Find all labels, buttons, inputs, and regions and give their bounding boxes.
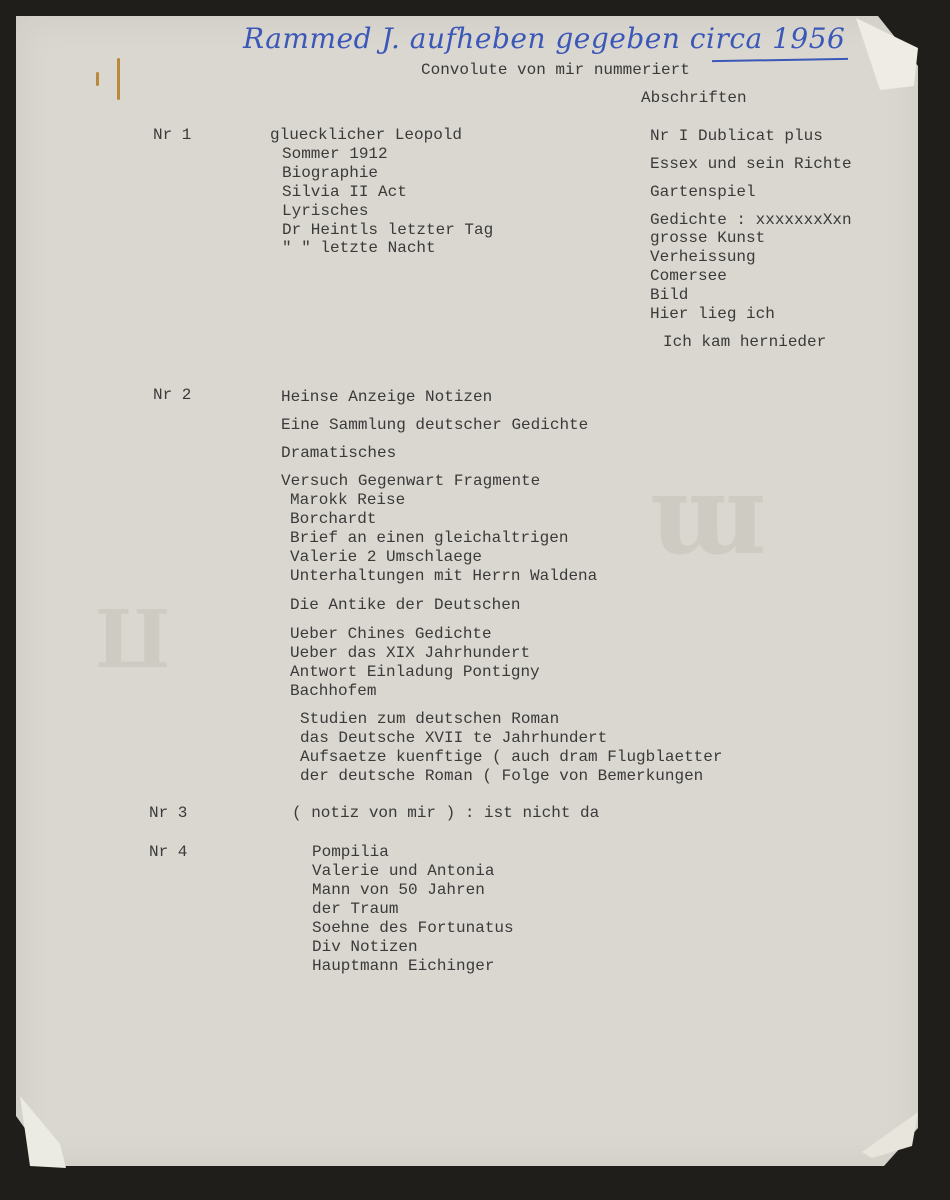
section-item: Soehne des Fortunatus: [312, 919, 514, 937]
show-through-mark: П: [95, 590, 171, 684]
section-item: Studien zum deutschen Roman: [300, 710, 560, 728]
section-label: Nr 3: [149, 804, 188, 822]
abschriften-line: grosse Kunst: [650, 229, 766, 247]
section-item: Ueber Chines Gedichte: [290, 625, 492, 643]
section-item: Valerie 2 Umschlaege: [290, 548, 483, 566]
section-item: Bachhofem: [290, 682, 377, 700]
section-item: Dramatisches: [281, 444, 397, 462]
section-label: Nr 4: [149, 843, 188, 861]
section-item: Marokk Reise: [290, 491, 406, 509]
section-item: Borchardt: [290, 510, 377, 528]
section-item: Sommer 1912: [282, 145, 388, 163]
section-item: Silvia II Act: [282, 183, 407, 201]
abschriften-line: Bild: [650, 286, 689, 304]
handwritten-note: Rammed J. aufheben gegeben circa 1956: [243, 22, 846, 55]
section-item: " " letzte Nacht: [282, 239, 436, 257]
abschriften-line: Ich kam hernieder: [663, 333, 827, 351]
section-item: Mann von 50 Jahren: [312, 881, 485, 899]
section-item: Pompilia: [312, 843, 389, 861]
punch-mark: [96, 72, 99, 86]
section-item: Brief an einen gleichaltrigen: [290, 529, 569, 547]
section-item: Antwort Einladung Pontigny: [290, 663, 540, 681]
abschriften-line: Comersee: [650, 267, 727, 285]
abschriften-line: Verheissung: [650, 248, 756, 266]
section-item: Die Antike der Deutschen: [290, 596, 521, 614]
section-label: Nr 2: [153, 386, 192, 404]
punch-mark: [117, 58, 120, 100]
section-item: Eine Sammlung deutscher Gedichte: [281, 416, 589, 434]
abschriften-title: Abschriften: [641, 89, 747, 107]
section-item: Ueber das XIX Jahrhundert: [290, 644, 531, 662]
abschriften-line: Hier lieg ich: [650, 305, 775, 323]
section-item: gluecklicher Leopold: [270, 126, 463, 144]
section-item: das Deutsche XVII te Jahrhundert: [300, 729, 608, 747]
section-item: Hauptmann Eichinger: [312, 957, 495, 975]
document-header: Convolute von mir nummeriert: [421, 61, 690, 79]
section-item: der deutsche Roman ( Folge von Bemerkungen: [300, 767, 704, 785]
section-item: Heinse Anzeige Notizen: [281, 388, 493, 406]
section-item: Valerie und Antonia: [312, 862, 495, 880]
abschriften-line: Gedichte : xxxxxxxXxn: [650, 211, 852, 229]
section-item: Lyrisches: [282, 202, 369, 220]
section-item: Biographie: [282, 164, 379, 182]
section-item: Dr Heintls letzter Tag: [282, 221, 494, 239]
section-item: ( notiz von mir ) : ist nicht da: [292, 804, 600, 822]
abschriften-line: Nr I Dublicat plus: [650, 127, 823, 145]
section-item: Div Notizen: [312, 938, 418, 956]
abschriften-line: Gartenspiel: [650, 183, 756, 201]
section-item: Versuch Gegenwart Fragmente: [281, 472, 541, 490]
abschriften-line: Essex und sein Richte: [650, 155, 852, 173]
show-through-mark: m: [650, 470, 767, 599]
section-item: der Traum: [312, 900, 399, 918]
section-label: Nr 1: [153, 126, 192, 144]
section-item: Unterhaltungen mit Herrn Waldena: [290, 567, 598, 585]
section-item: Aufsaetze kuenftige ( auch dram Flugblaetter: [300, 748, 723, 766]
